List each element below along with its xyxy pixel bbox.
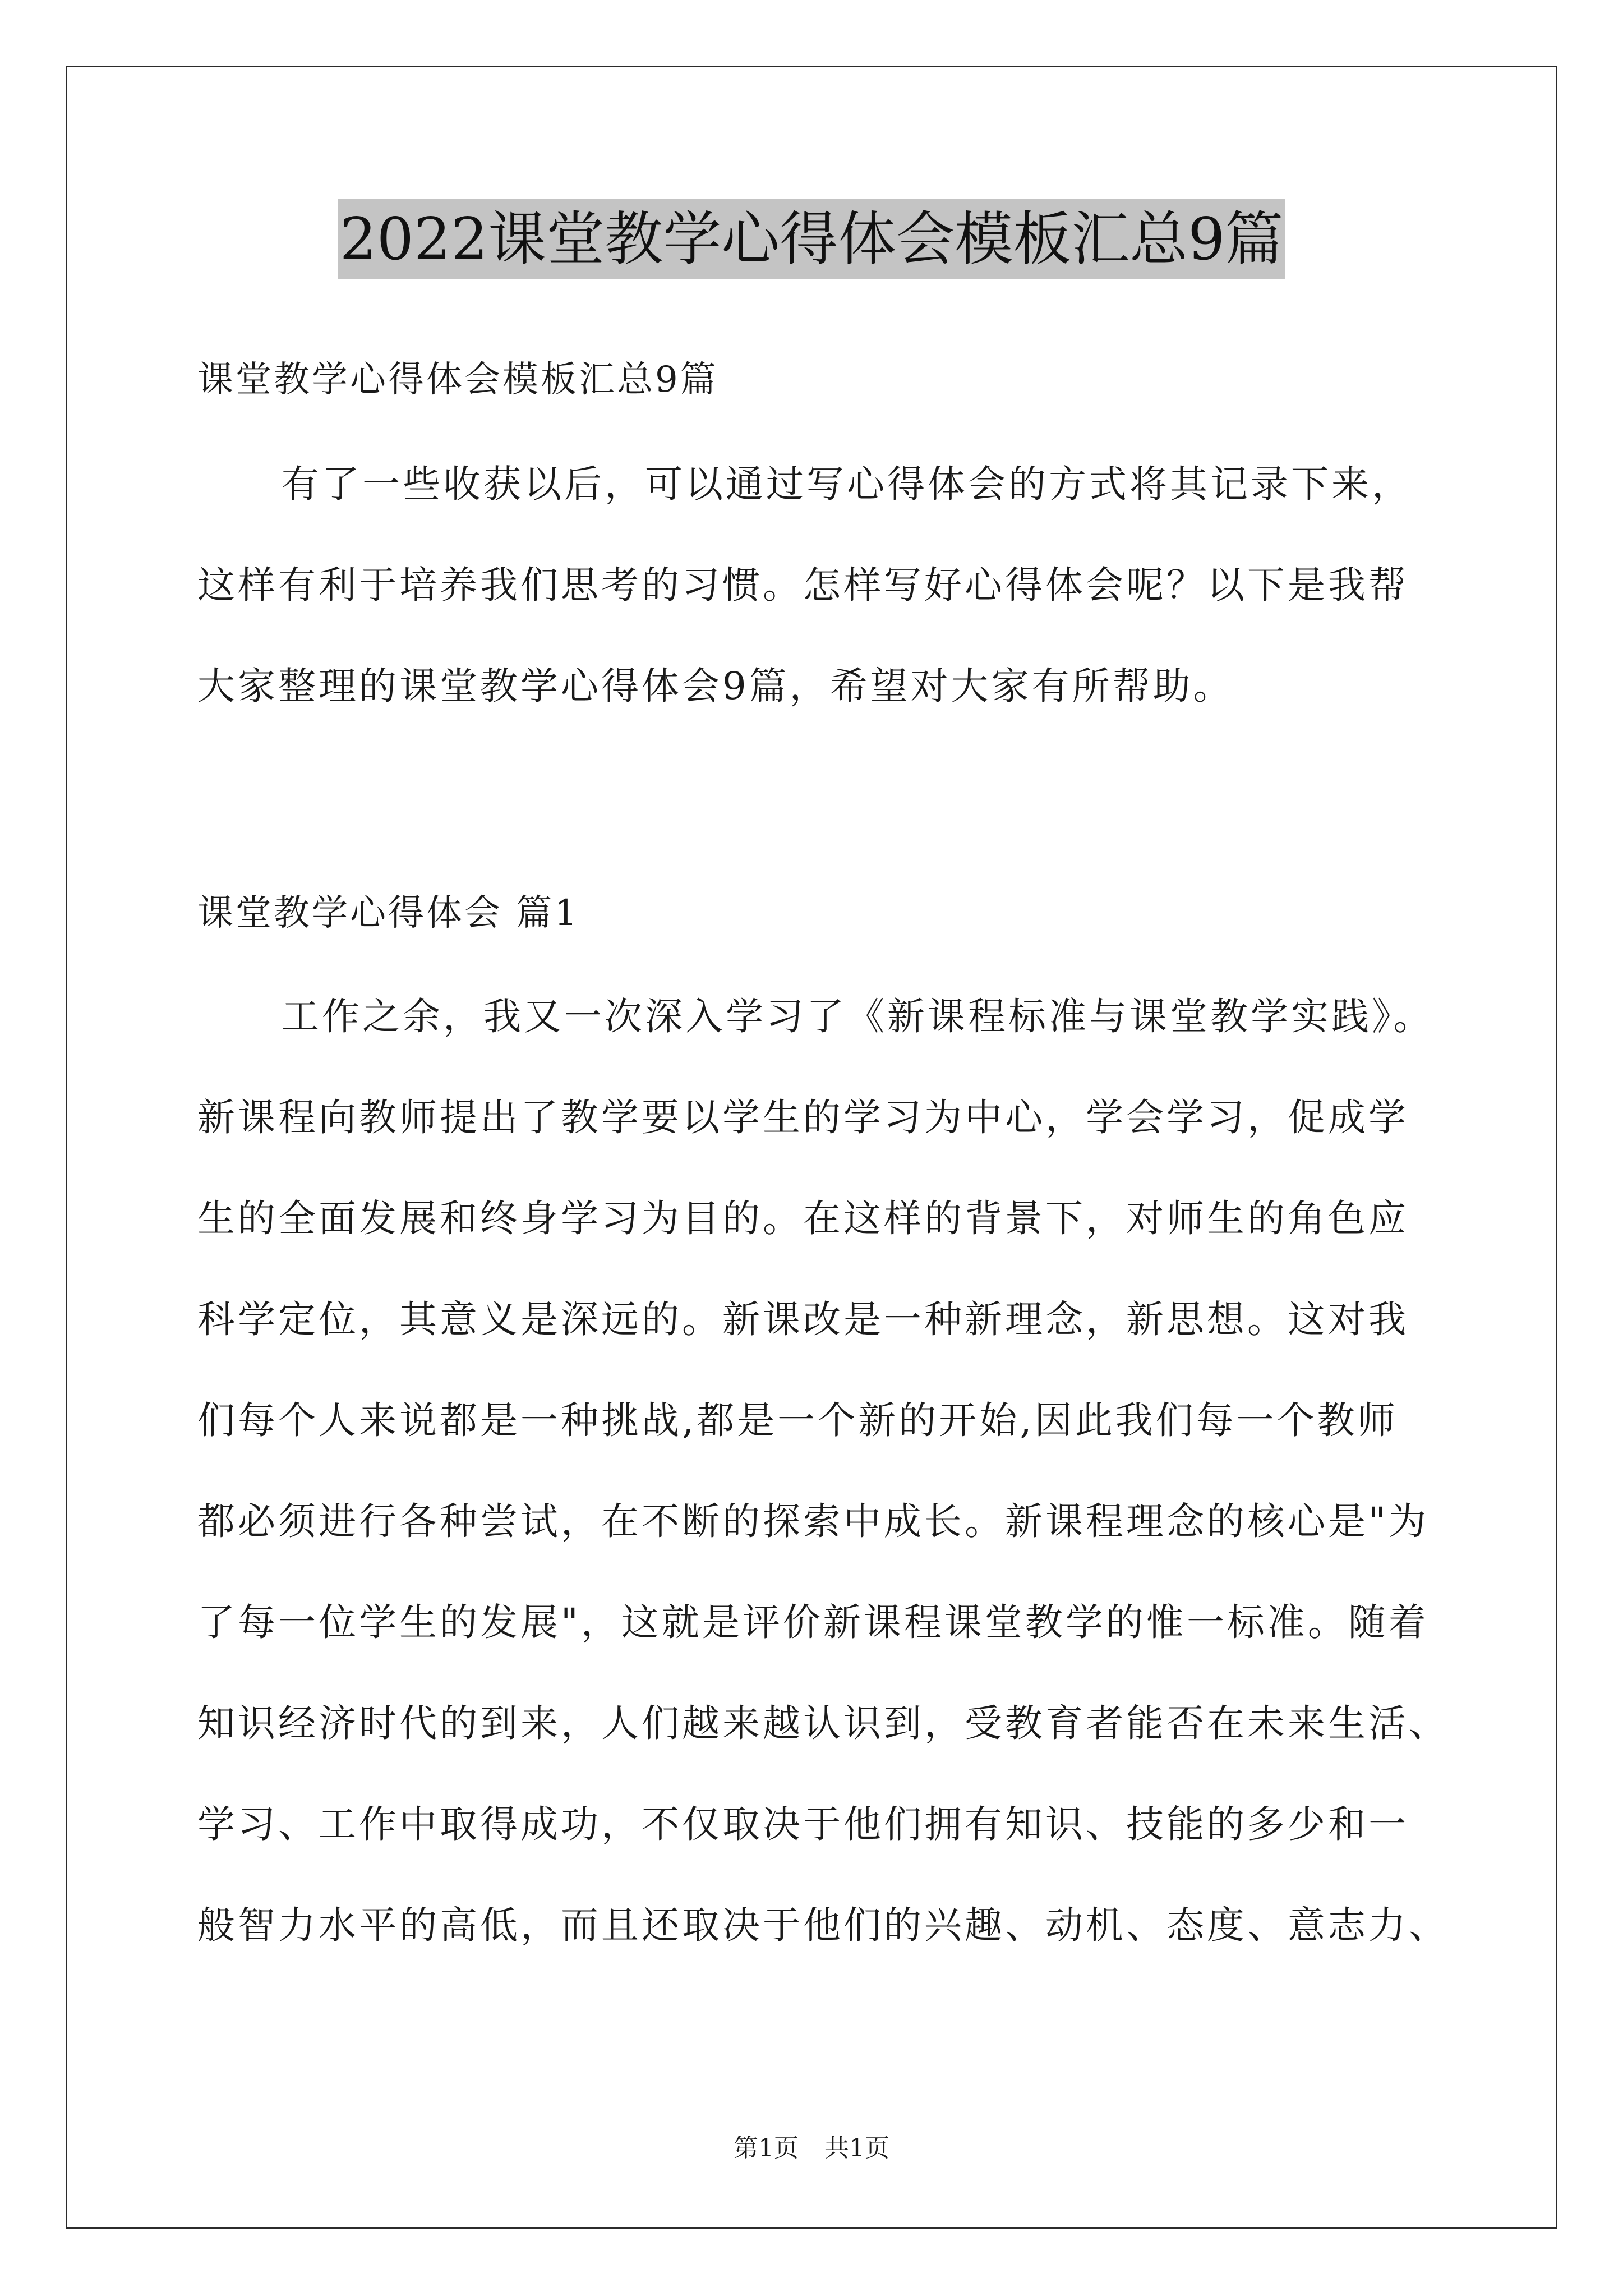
intro-paragraph [197, 459, 1465, 762]
document-subtitle: 课堂教学心得体会模板汇总9篇 [197, 359, 718, 401]
paragraph-line: 工作之余，我又一次深入学习了《新课程标准与课堂教学实践》。 [282, 995, 1434, 1038]
paragraph-line: 学习、工作中取得成功，不仅取决于他们拥有知识、技能的多少和一 [197, 1802, 1409, 1846]
paragraph-line: 生的全面发展和终身学习为目的。在这样的背景下，对师生的角色应 [197, 1197, 1409, 1240]
document-title: 2022课堂教学心得体会模板汇总9篇 [338, 199, 1286, 279]
paragraph-line: 科学定位，其意义是深远的。新课改是一种新理念，新思想。这对我 [197, 1297, 1409, 1341]
paragraph-line: 般智力水平的高低，而且还取决于他们的兴趣、动机、态度、意志力、 [197, 1903, 1449, 1947]
section1-paragraph [197, 991, 1465, 2001]
page-footer [0, 2132, 1623, 2165]
paragraph-line: 大家整理的课堂教学心得体会9篇，希望对大家有所帮助。 [197, 664, 1234, 708]
paragraph-line: 了每一位学生的发展"，这就是评价新课程课堂教学的惟一标准。随着 [197, 1600, 1429, 1644]
paragraph-line: 新课程向教师提出了教学要以学生的学习为中心，学会学习，促成学 [197, 1096, 1409, 1139]
page-number-current: 第1页 [734, 2134, 799, 2162]
paragraph-line: 有了一些收获以后，可以通过写心得体会的方式将其记录下来， [282, 462, 1412, 506]
paragraph-line: 知识经济时代的到来，人们越来越认识到，受教育者能否在未来生活、 [197, 1701, 1449, 1745]
section-heading: 课堂教学心得体会 篇1 [197, 892, 580, 934]
title-container [0, 199, 1623, 279]
page-number-total: 共1页 [824, 2134, 889, 2162]
paragraph-line: 这样有利于培养我们思考的习惯。怎样写好心得体会呢？以下是我帮 [197, 563, 1409, 607]
paragraph-line: 都必须进行各种尝试，在不断的探索中成长。新课程理念的核心是"为 [197, 1499, 1429, 1543]
paragraph-line: 们每个人来说都是一种挑战,都是一个新的开始,因此我们每一个教师 [197, 1398, 1398, 1442]
